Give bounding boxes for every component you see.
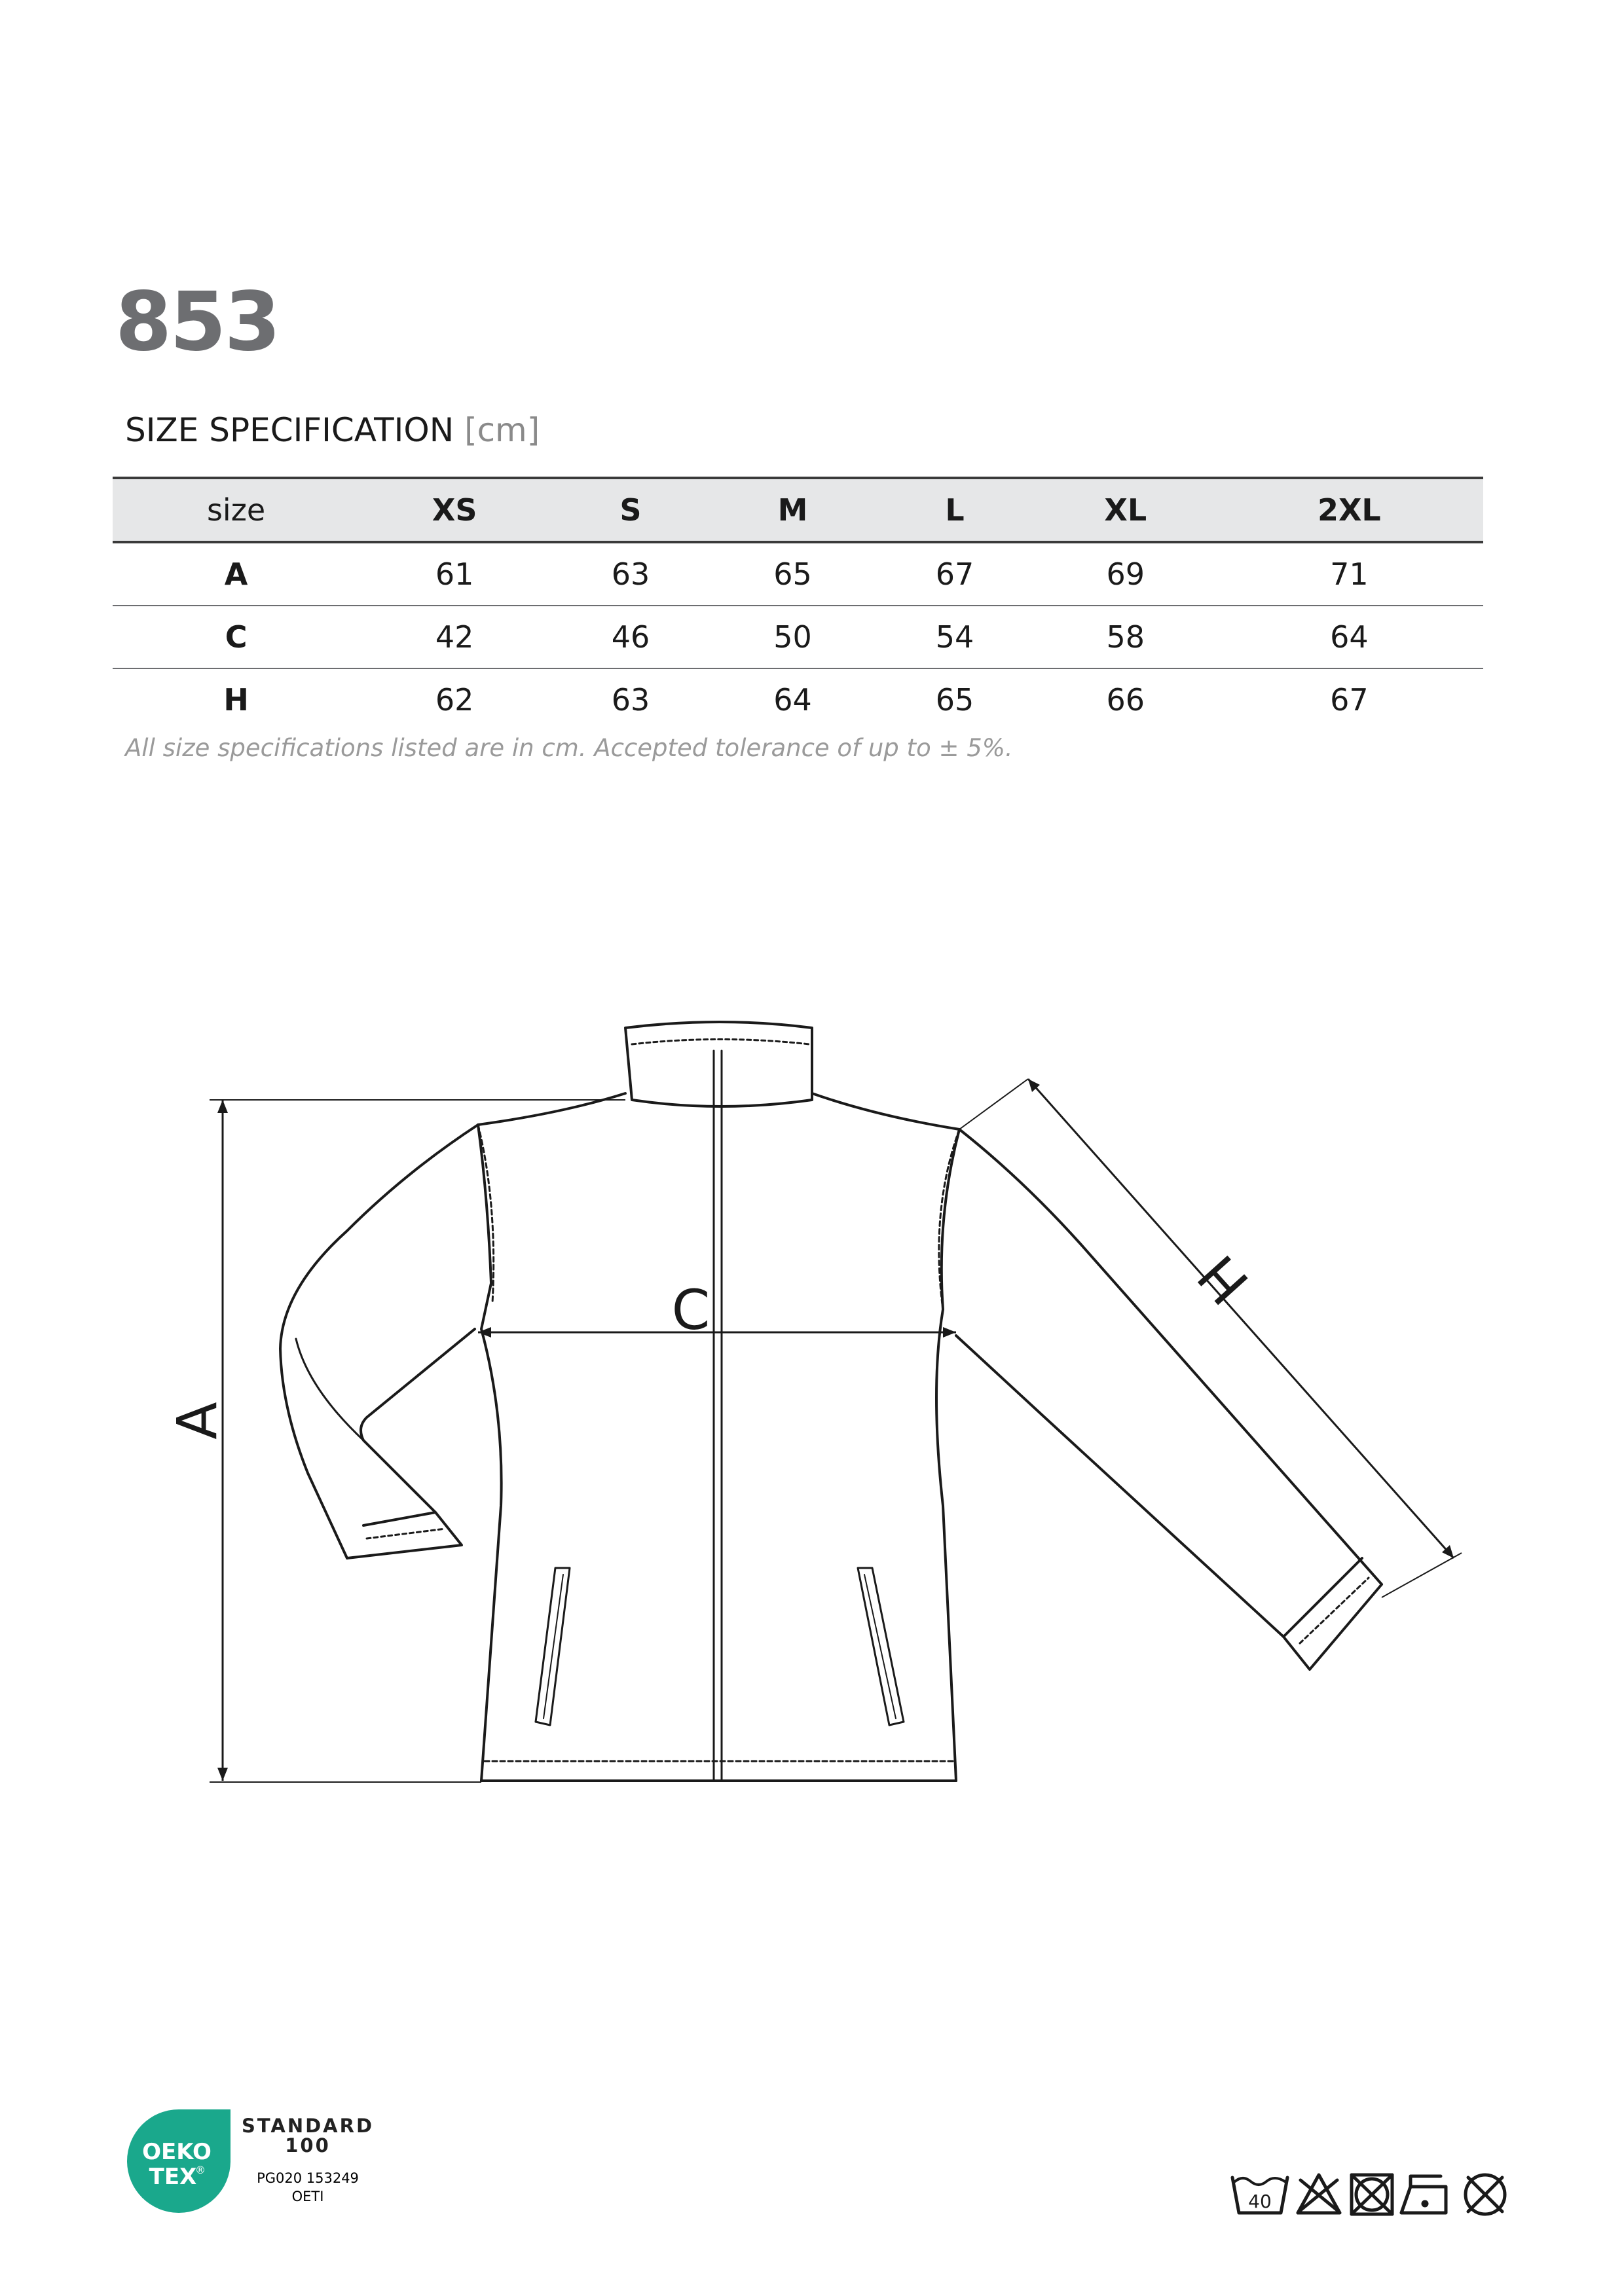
table-cell: 67 <box>874 542 1036 606</box>
header-cell: size <box>113 478 360 542</box>
table-row <box>113 668 1483 731</box>
right-side <box>936 1129 959 1781</box>
iron-low-icon <box>1401 2176 1446 2213</box>
size-table <box>113 477 1483 731</box>
measure-c-arrow-left <box>478 1327 491 1338</box>
left-cuff-stitch <box>367 1529 445 1539</box>
table-cell: 62 <box>435 682 474 718</box>
measure-h-bottom-guide <box>1382 1553 1462 1597</box>
oeko-logo-line2: TEX <box>149 2164 197 2190</box>
zipper <box>714 1051 722 1781</box>
oeko-tex-text <box>229 2116 386 2206</box>
oeko-tex-logo <box>126 2108 232 2214</box>
table-row <box>113 542 1483 606</box>
spec-title-text: SIZE SPECIFICATION <box>125 411 454 449</box>
measure-c-arrow-right <box>943 1327 956 1338</box>
care-symbols <box>1230 2167 1531 2219</box>
do-not-tumble-dry-icon <box>1352 2175 1392 2214</box>
measure-h-line <box>1028 1079 1454 1558</box>
left-shoulder <box>478 1093 625 1125</box>
collar-outline <box>625 1022 812 1106</box>
jacket-diagram <box>0 969 1624 1820</box>
measure-h-top-guide <box>959 1079 1028 1129</box>
measure-a-arrow-bottom <box>217 1768 228 1781</box>
left-sleeve-inner <box>361 1329 475 1512</box>
header-cell: M <box>712 478 874 542</box>
table-cell: 46 <box>549 606 712 668</box>
header-cell: 2XL <box>1215 478 1483 542</box>
do-not-dry-clean-icon <box>1466 2175 1505 2214</box>
table-cell: 66 <box>1106 682 1145 718</box>
right-sleeve-inner <box>956 1336 1283 1637</box>
right-cuff <box>1283 1558 1382 1669</box>
right-sleeve-outer <box>959 1129 1382 1584</box>
table-cell: 64 <box>1215 606 1483 668</box>
table-cell: 69 <box>1036 542 1215 606</box>
table-cell: 63 <box>611 682 650 718</box>
collar-stitch <box>632 1040 809 1045</box>
measure-h-label: H <box>1185 1243 1261 1317</box>
table-cell: 63 <box>549 542 712 606</box>
left-sleeve-outer <box>280 1125 478 1558</box>
table-cell: 67 <box>1330 682 1369 718</box>
measure-c-label: C <box>671 1278 710 1342</box>
row-label: H <box>223 682 249 718</box>
table-cell: 61 <box>360 542 549 606</box>
standard-label: STANDARD <box>241 2115 375 2137</box>
measure-a-arrow-top <box>217 1100 228 1113</box>
left-cuff <box>347 1512 462 1558</box>
spec-title <box>125 411 540 449</box>
header-cell: L <box>874 478 1036 542</box>
wash-40-icon <box>1232 2178 1287 2213</box>
table-cell: 71 <box>1215 542 1483 606</box>
table-cell: 58 <box>1036 606 1215 668</box>
right-shoulder <box>812 1093 959 1129</box>
institute-name: OETI <box>291 2189 324 2205</box>
spec-unit: [cm] <box>464 411 540 449</box>
right-pocket-zip <box>864 1575 896 1719</box>
table-cell: 65 <box>712 542 874 606</box>
table-cell: 64 <box>773 682 812 718</box>
left-elbow-line <box>296 1339 363 1440</box>
header-cell: XL <box>1036 478 1215 542</box>
oeko-logo-mark: ® <box>195 2164 206 2176</box>
product-code: 853 <box>115 275 279 369</box>
table-cell: 54 <box>874 606 1036 668</box>
table-cell: 65 <box>935 682 974 718</box>
size-table-header <box>113 478 1483 542</box>
row-label: A <box>113 542 360 606</box>
oeko-logo-line1: OEKO <box>142 2139 212 2165</box>
tolerance-note: All size specifications listed are in cm. Accepted tolerance of up to ± 5%. <box>125 734 1013 762</box>
wash-temperature: 40 <box>1248 2191 1272 2212</box>
row-label: C <box>113 606 360 668</box>
header-cell: S <box>549 478 712 542</box>
license-number: PG020 153249 <box>257 2170 359 2186</box>
table-cell: 42 <box>360 606 549 668</box>
table-cell: 50 <box>712 606 874 668</box>
left-side <box>478 1125 502 1781</box>
measure-a-label: A <box>165 1402 229 1440</box>
do-not-bleach-icon <box>1298 2175 1340 2213</box>
standard-number: 100 <box>285 2134 331 2157</box>
header-cell: XS <box>360 478 549 542</box>
table-row <box>113 606 1483 668</box>
